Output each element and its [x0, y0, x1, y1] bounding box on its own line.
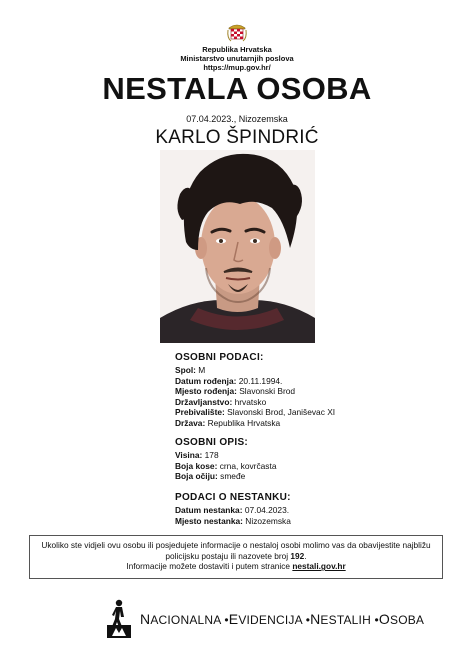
field-value: M — [198, 365, 206, 375]
field-value: 07.04.2023. — [244, 505, 290, 515]
field-label: Država: — [175, 417, 206, 428]
data-row — [175, 376, 335, 387]
personal-data-section — [175, 352, 335, 429]
website-link[interactable]: nestali.gov.hr — [292, 561, 346, 572]
disappearance-heading: PODACI O NESTANKU: — [175, 492, 291, 503]
poster-title: NESTALA OSOBA — [102, 71, 372, 106]
field-label: Boja očiju: — [175, 471, 218, 482]
phone-number[interactable]: 192 — [290, 550, 305, 561]
footer-initial: N — [140, 611, 151, 627]
field-value: crna, kovrčasta — [219, 460, 277, 471]
person-photo — [160, 150, 315, 343]
walking-person-logo-icon — [106, 599, 132, 639]
data-row — [175, 516, 291, 527]
footer-separator: • — [305, 613, 311, 627]
field-label: Državljanstvo: — [175, 396, 233, 407]
personal-data-heading: OSOBNI PODACI: — [175, 352, 264, 363]
footer-initial: O — [378, 611, 390, 627]
notice-line-2 — [30, 551, 442, 562]
field-value: Republika Hrvatska — [207, 417, 281, 428]
field-value: 20.11.1994. — [238, 375, 283, 386]
footer-word: VIDENCIJA — [238, 613, 303, 627]
field-value: 178 — [204, 450, 219, 460]
footer-separator: • — [224, 613, 229, 627]
data-row — [175, 471, 276, 482]
description-heading: OSOBNI OPIS: — [175, 437, 249, 448]
data-row — [175, 397, 335, 408]
date-place: 07.04.2023., Nizozemska — [186, 114, 288, 124]
field-label: Visina: — [175, 450, 203, 460]
footer-wordmark — [140, 612, 424, 627]
contact-notice — [29, 535, 443, 579]
data-row — [175, 461, 276, 472]
field-value: smeđe — [220, 471, 246, 482]
footer-initial: E — [228, 611, 239, 627]
issuer-ministry: Ministarstvo unutarnjih poslova — [180, 54, 294, 63]
footer-separator: • — [374, 613, 379, 627]
data-row — [175, 407, 335, 418]
footer-word: SOBA — [389, 613, 425, 627]
issuer-url[interactable]: https://mup.gov.hr/ — [203, 63, 271, 72]
notice-text: Informacije možete dostaviti i putem stranice — [126, 561, 293, 572]
disappearance-section — [175, 492, 291, 526]
field-label: Mjesto nestanka: — [175, 515, 243, 526]
field-label: Datum nestanka: — [175, 505, 243, 515]
field-label: Datum rođenja: — [175, 375, 237, 386]
footer-word: ESTALIH — [320, 613, 371, 627]
field-label: Spol: — [175, 365, 196, 375]
personal-description-section — [175, 437, 276, 482]
field-value: Slavonski Brod — [239, 386, 296, 397]
field-label: Prebivalište: — [175, 407, 225, 418]
data-row — [175, 450, 276, 461]
notice-text: . — [304, 550, 307, 561]
footer-initial: N — [310, 611, 321, 627]
footer-word: ACIONALNA — [150, 613, 221, 627]
field-value: Slavonski Brod, Janiševac XI — [227, 407, 336, 418]
coat-of-arms-icon — [225, 21, 249, 43]
data-row — [175, 386, 335, 397]
issuer-country: Republika Hrvatska — [202, 45, 272, 54]
notice-line-3 — [30, 561, 442, 572]
notice-line-1: Ukoliko ste vidjeli ovu osobu ili posjedujete informacije o nestaloj osobi molimo vas da obavijestite najbližu — [41, 540, 431, 550]
field-label: Mjesto rođenja: — [175, 386, 237, 397]
field-value: hrvatsko — [234, 396, 267, 407]
field-value: Nizozemska — [245, 515, 291, 526]
field-label: Boja kose: — [175, 460, 218, 471]
issuer-block — [0, 45, 474, 72]
data-row — [175, 365, 335, 376]
data-row — [175, 418, 335, 429]
data-row — [175, 505, 291, 516]
notice-text: policijsku postaju ili nazovete broj — [165, 550, 291, 561]
person-name: KARLO ŠPINDRIĆ — [155, 127, 319, 148]
